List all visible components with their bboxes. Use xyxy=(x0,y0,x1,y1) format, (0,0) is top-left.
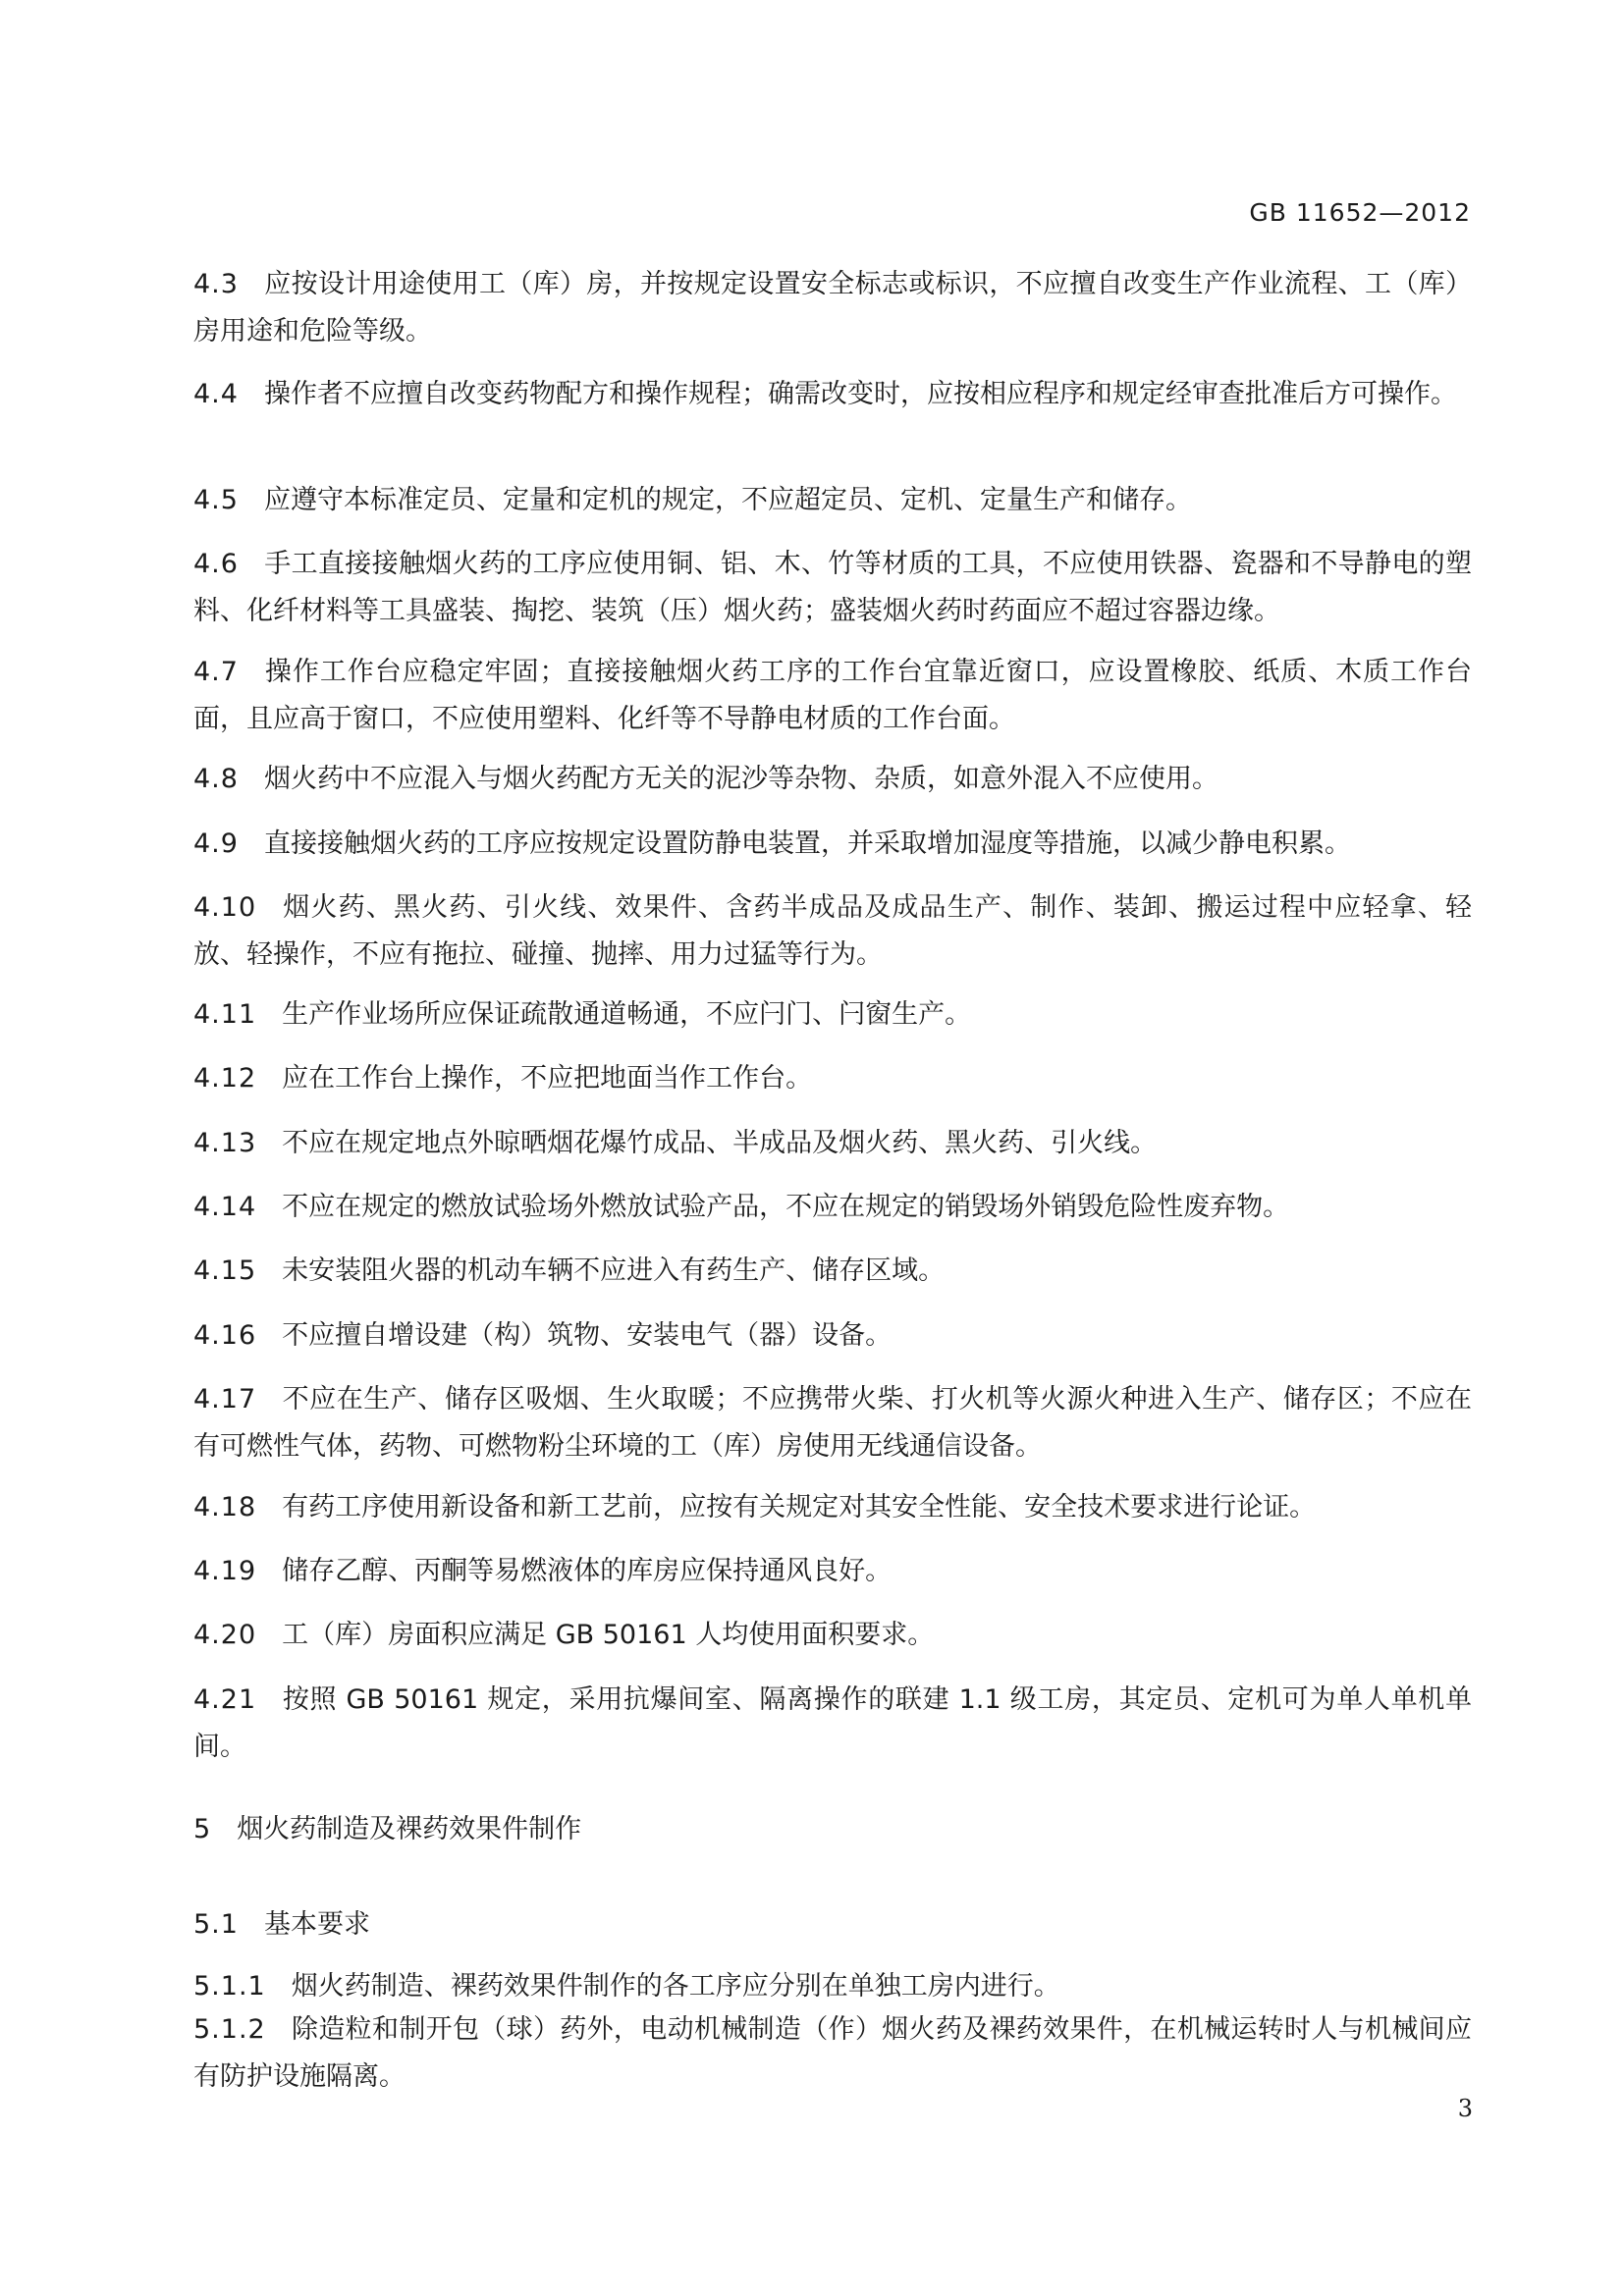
clause-text: 不应在规定的燃放试验场外燃放试验产品，不应在规定的销毁场外销毁危险性废弃物。 xyxy=(282,1192,1290,1222)
clause-4-16 xyxy=(193,1312,1472,1360)
section-title: 烟火药制造及裸药效果件制作 xyxy=(237,1814,582,1844)
clause-text: 烟火药制造、裸药效果件制作的各工序应分别在单独工房内进行。 xyxy=(291,1971,1060,2002)
clause-4-3 xyxy=(193,261,1472,355)
clause-number: 4.7 xyxy=(193,657,239,687)
section-title: 基本要求 xyxy=(263,1909,370,1940)
clause-number: 4.9 xyxy=(193,828,239,859)
clause-number: 4.4 xyxy=(193,379,239,409)
clause-text: 应按设计用途使用工（库）房，并按规定设置安全标志或标识，不应擅自改变生产作业流程、工（库）房用途和危险等级。 xyxy=(193,269,1472,347)
clause-4-12 xyxy=(193,1055,1472,1102)
clause-text: 操作者不应擅自改变药物配方和操作规程；确需改变时，应按相应程序和规定经审查批准后方可操作。 xyxy=(263,379,1457,409)
clause-4-20 xyxy=(193,1612,1472,1659)
clause-4-5 xyxy=(193,477,1472,524)
clause-4-17 xyxy=(193,1376,1472,1470)
clause-number: 4.6 xyxy=(193,549,239,579)
clause-4-11 xyxy=(193,991,1472,1039)
clause-4-6 xyxy=(193,541,1472,635)
section-number: 5 xyxy=(193,1814,212,1844)
clause-4-13 xyxy=(193,1120,1472,1167)
clause-text: 烟火药、黑火药、引火线、效果件、含药半成品及成品生产、制作、装卸、搬运过程中应轻拿、轻放、轻操作，不应有拖拉、碰撞、抛摔、用力过猛等行为。 xyxy=(193,892,1472,970)
clause-text: 直接接触烟火药的工序应按规定设置防静电装置，并采取增加湿度等措施，以减少静电积累。 xyxy=(263,828,1351,859)
clause-number: 5.1.1 xyxy=(193,1971,266,2002)
clause-4-10 xyxy=(193,884,1472,979)
clause-number: 4.18 xyxy=(193,1492,257,1522)
clause-text: 不应擅自增设建（构）筑物、安装电气（器）设备。 xyxy=(282,1320,893,1351)
clause-text: 工（库）房面积应满足 GB 50161 人均使用面积要求。 xyxy=(282,1620,935,1650)
section-5-heading xyxy=(193,1806,581,1853)
clause-text: 有药工序使用新设备和新工艺前，应按有关规定对其安全性能、安全技术要求进行论证。 xyxy=(282,1492,1317,1522)
clause-4-15 xyxy=(193,1248,1472,1295)
clause-text: 操作工作台应稳定牢固；直接接触烟火药工序的工作台宜靠近窗口，应设置橡胶、纸质、木质工作台面，且应高于窗口，不应使用塑料、化纤等不导静电材质的工作台面。 xyxy=(193,657,1472,734)
clause-number: 4.11 xyxy=(193,999,257,1030)
section-5-1-heading xyxy=(193,1901,370,1949)
clause-number: 4.15 xyxy=(193,1255,257,1286)
clause-4-14 xyxy=(193,1184,1472,1231)
clause-number: 4.16 xyxy=(193,1320,257,1351)
clause-4-4 xyxy=(193,371,1472,418)
clause-number: 4.10 xyxy=(193,892,257,923)
clause-text: 按照 GB 50161 规定，采用抗爆间室、隔离操作的联建 1.1 级工房，其定员、定机可为单人单机单间。 xyxy=(193,1684,1472,1762)
clause-number: 4.21 xyxy=(193,1684,257,1715)
clause-number: 4.12 xyxy=(193,1063,257,1094)
clause-number: 4.3 xyxy=(193,269,239,299)
clause-text: 不应在规定地点外晾晒烟花爆竹成品、半成品及烟火药、黑火药、引火线。 xyxy=(282,1128,1158,1158)
clause-text: 应遵守本标准定员、定量和定机的规定，不应超定员、定机、定量生产和储存。 xyxy=(263,485,1192,515)
clause-number: 4.20 xyxy=(193,1620,257,1650)
clause-4-8 xyxy=(193,756,1472,803)
clause-4-7 xyxy=(193,649,1472,743)
clause-text: 储存乙醇、丙酮等易燃液体的库房应保持通风良好。 xyxy=(282,1556,893,1586)
document-id-header: GB 11652—2012 xyxy=(1249,198,1471,227)
clause-number: 4.8 xyxy=(193,764,239,794)
clause-number: 4.5 xyxy=(193,485,239,515)
clause-text: 烟火药中不应混入与烟火药配方无关的泥沙等杂物、杂质，如意外混入不应使用。 xyxy=(263,764,1218,794)
clause-4-9 xyxy=(193,821,1472,868)
clause-text: 手工直接接触烟火药的工序应使用铜、铝、木、竹等材质的工具，不应使用铁器、瓷器和不导静电的塑料、化纤材料等工具盛装、掏挖、装筑（压）烟火药；盛装烟火药时药面应不超过容器边缘。 xyxy=(193,549,1472,626)
clause-text: 应在工作台上操作，不应把地面当作工作台。 xyxy=(282,1063,813,1094)
clause-5-1-2 xyxy=(193,2006,1472,2101)
section-number: 5.1 xyxy=(193,1909,239,1940)
clause-4-19 xyxy=(193,1548,1472,1595)
clause-5-1-1 xyxy=(193,1963,1472,2010)
clause-4-18 xyxy=(193,1484,1472,1531)
page-number: 3 xyxy=(1457,2095,1473,2122)
clause-text: 未安装阻火器的机动车辆不应进入有药生产、储存区域。 xyxy=(282,1255,946,1286)
clause-number: 5.1.2 xyxy=(193,2014,266,2045)
clause-text: 除造粒和制开包（球）药外，电动机械制造（作）烟火药及裸药效果件，在机械运转时人与机械间应有防护设施隔离。 xyxy=(193,2014,1472,2092)
clause-text: 不应在生产、储存区吸烟、生火取暖；不应携带火柴、打火机等火源火种进入生产、储存区；不应在有可燃性气体，药物、可燃物粉尘环境的工（库）房使用无线通信设备。 xyxy=(193,1384,1472,1462)
clause-number: 4.14 xyxy=(193,1192,257,1222)
clause-number: 4.19 xyxy=(193,1556,257,1586)
clause-number: 4.17 xyxy=(193,1384,257,1415)
clause-number: 4.13 xyxy=(193,1128,257,1158)
clause-text: 生产作业场所应保证疏散通道畅通，不应闩门、闩窗生产。 xyxy=(282,999,972,1030)
clause-4-21 xyxy=(193,1677,1472,1771)
